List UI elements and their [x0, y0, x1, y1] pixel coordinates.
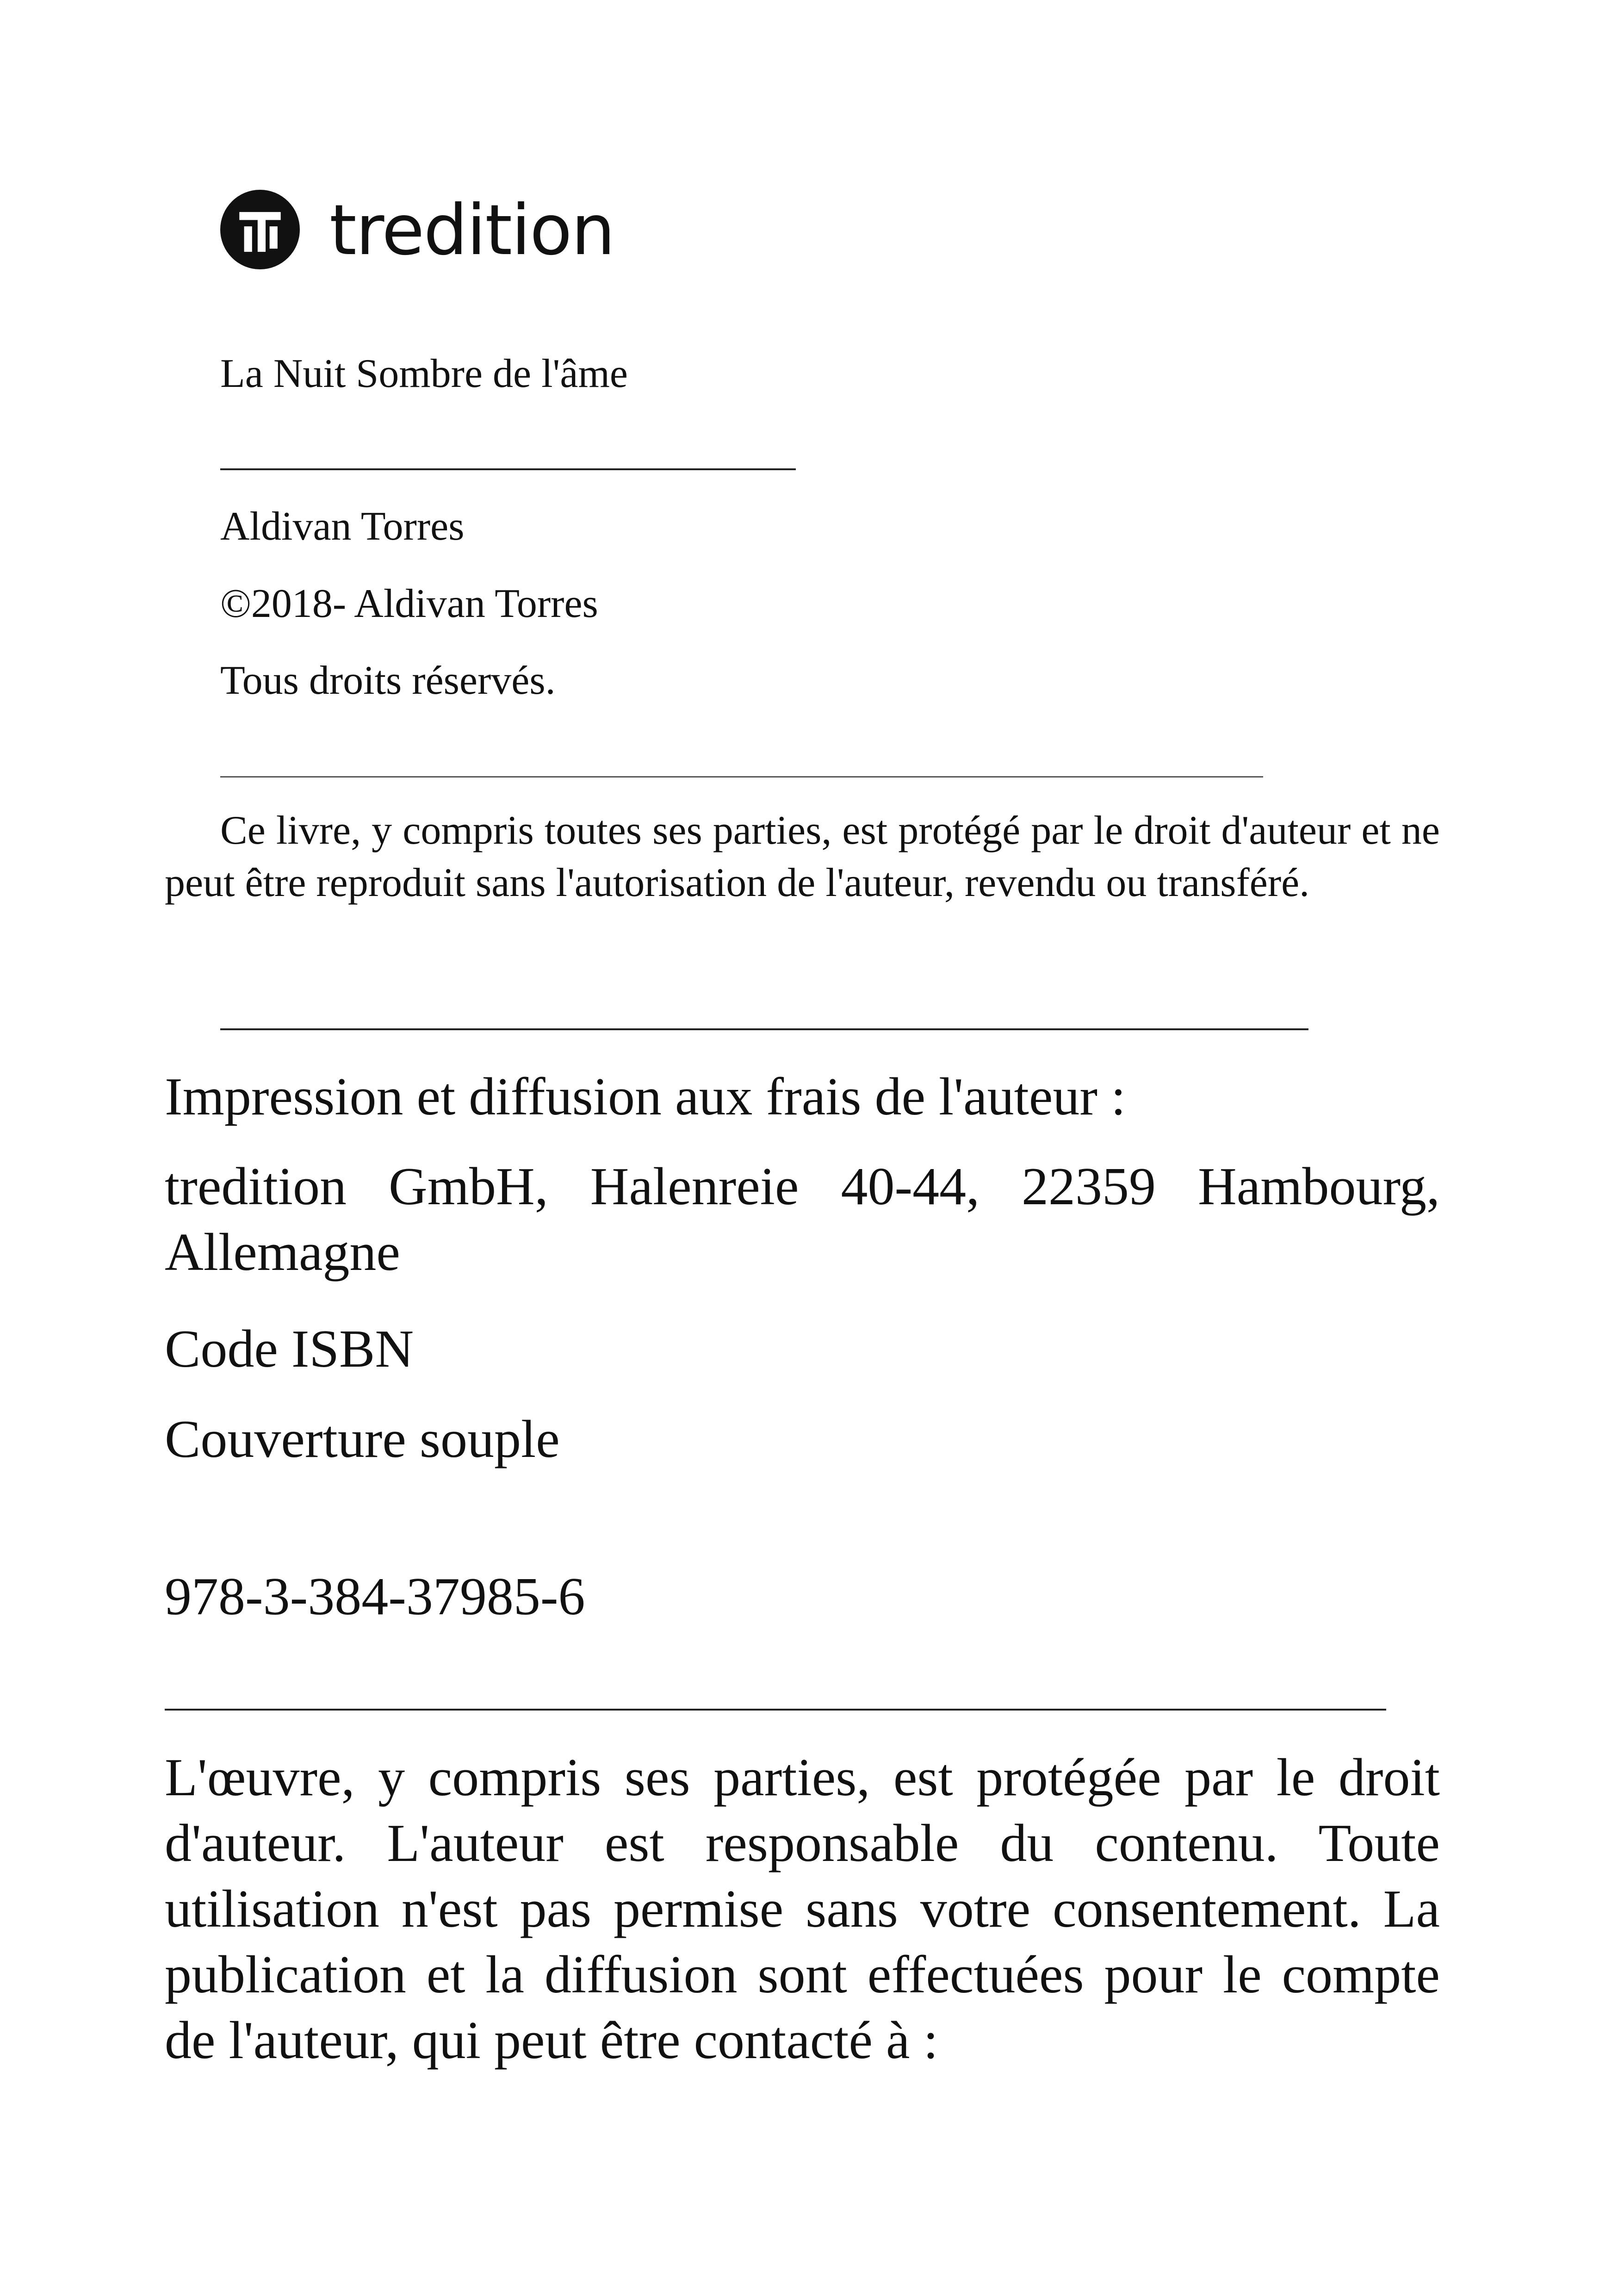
- binding-type: Couverture souple: [165, 1410, 560, 1469]
- divider: [165, 1709, 1386, 1711]
- copyright-notice: Ce livre, y compris toutes ses parties, est protégé par le droit d'auteur et ne peut être reproduit sans l'autorisation de l'auteur, revendu ou transféré.: [165, 808, 1440, 905]
- copyright-line: ©2018- Aldivan Torres: [220, 581, 598, 626]
- legal-notice: L'œuvre, y compris ses parties, est protégée par le droit d'auteur. L'auteur est responsable du contenu. Toute utilisation n'est pas permise sans votre consentement. La publication et la diffusion sont effectuées pour le compte de l'auteur, qui peut être contacté à :: [165, 1748, 1440, 2070]
- divider: [220, 1028, 1308, 1030]
- publisher-logo-text: tredition: [329, 190, 614, 271]
- divider: [220, 776, 1263, 778]
- book-title: La Nuit Sombre de l'âme: [220, 351, 628, 396]
- isbn-label: Code ISBN: [165, 1319, 414, 1379]
- isbn-number: 978-3-384-37985-6: [165, 1567, 585, 1626]
- rights-reserved: Tous droits réservés.: [220, 658, 556, 703]
- publisher-address: tredition GmbH, Halenreie 40-44, 22359 Hambourg, Allemagne: [165, 1157, 1440, 1282]
- printing-heading: Impression et diffusion aux frais de l'auteur :: [165, 1067, 1126, 1126]
- tredition-logo-icon: [220, 190, 300, 269]
- divider: [220, 468, 796, 470]
- author-name: Aldivan Torres: [220, 504, 465, 549]
